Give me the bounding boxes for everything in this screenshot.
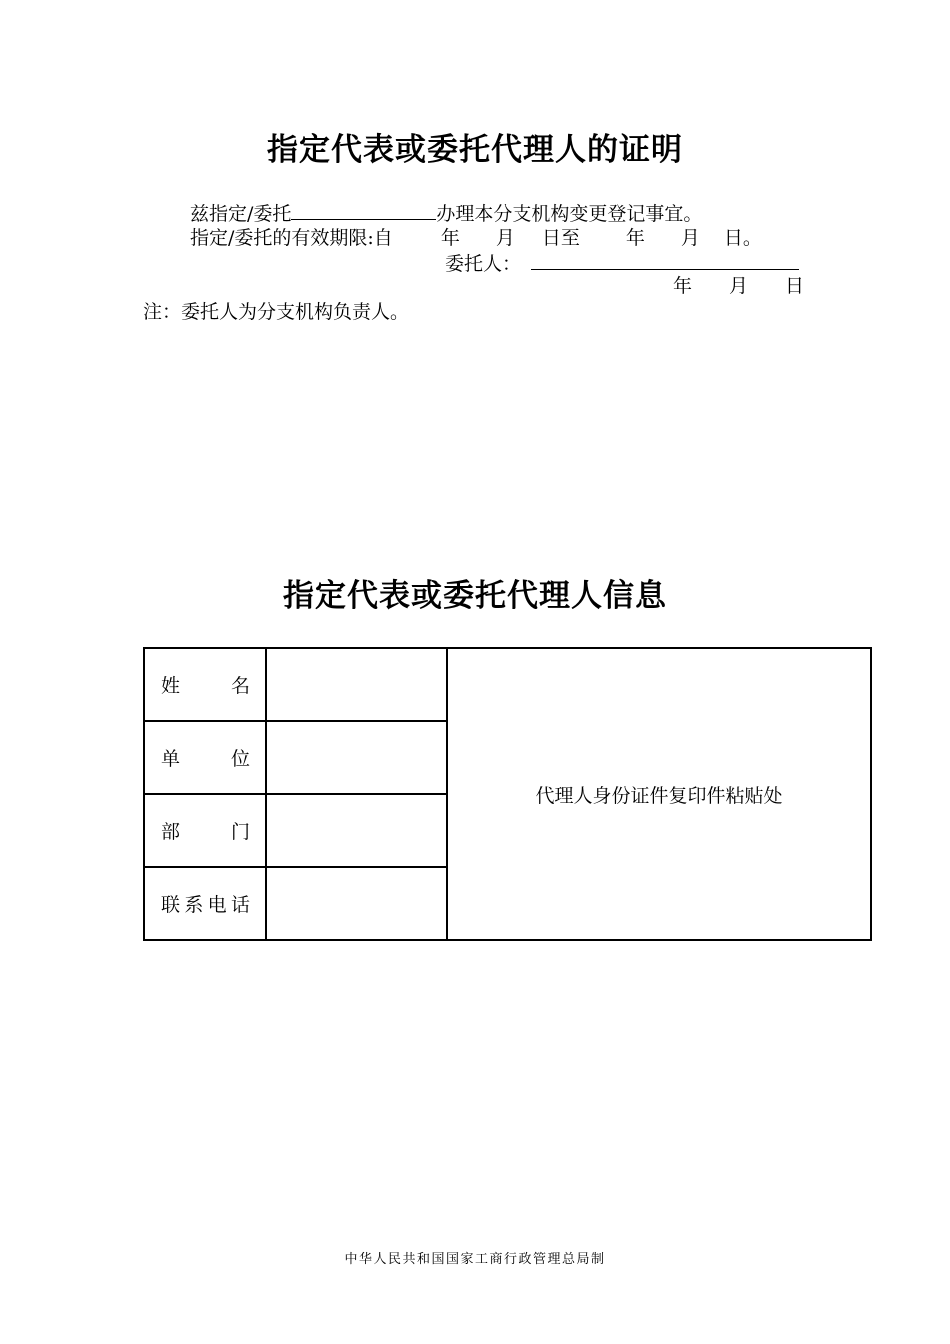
label-cell [144, 794, 266, 867]
validity-start-month: 月 [495, 227, 515, 249]
appointment-suffix: 办理本分支机构变更登记事宜。 [436, 203, 703, 225]
department-label: 部 门 [161, 821, 250, 843]
info-title: 指定代表或委托代理人信息 [283, 578, 667, 614]
validity-end-year: 年 [625, 227, 645, 249]
department-value-cell[interactable] [266, 794, 447, 867]
id-copy-paste-area [447, 648, 871, 940]
signature-month: 月 [729, 275, 749, 297]
validity-prefix: 指定/委托的有效期限:自 [190, 227, 393, 249]
appointment-prefix: 兹指定/委托 [190, 203, 292, 225]
agent-name-blank[interactable] [291, 200, 436, 220]
certificate-title: 指定代表或委托代理人的证明 [267, 132, 683, 168]
validity-start-day: 日至 [541, 227, 580, 249]
label-cell [144, 648, 266, 721]
agent-info-table [143, 647, 872, 941]
validity-start-year: 年 [440, 227, 460, 249]
signature-day: 日 [785, 275, 805, 297]
unit-value-cell[interactable] [266, 721, 447, 794]
principal-line [445, 250, 799, 276]
label-cell [144, 721, 266, 794]
phone-value-cell[interactable] [266, 867, 447, 940]
phone-label: 联系电话 [161, 894, 250, 916]
appointment-line [190, 200, 702, 226]
issuer-footer: 中华人民共和国国家工商行政管理总局制 [344, 1252, 606, 1267]
name-value-cell[interactable] [266, 648, 447, 721]
validity-end-day: 日。 [723, 227, 762, 249]
principal-label: 委托人： [445, 253, 522, 275]
note-text: 注：委托人为分支机构负责人。 [143, 301, 410, 323]
id-copy-paste-label: 代理人身份证件复印件粘贴处 [535, 784, 783, 807]
signature-year: 年 [673, 275, 693, 297]
principal-signature-blank[interactable] [531, 250, 799, 270]
label-cell [144, 867, 266, 940]
unit-label: 单 位 [161, 748, 250, 770]
signature-date-line [673, 274, 804, 298]
validity-end-month: 月 [680, 227, 700, 249]
validity-period-line [190, 226, 762, 250]
name-label: 姓 名 [161, 675, 250, 697]
table-row [144, 648, 871, 721]
